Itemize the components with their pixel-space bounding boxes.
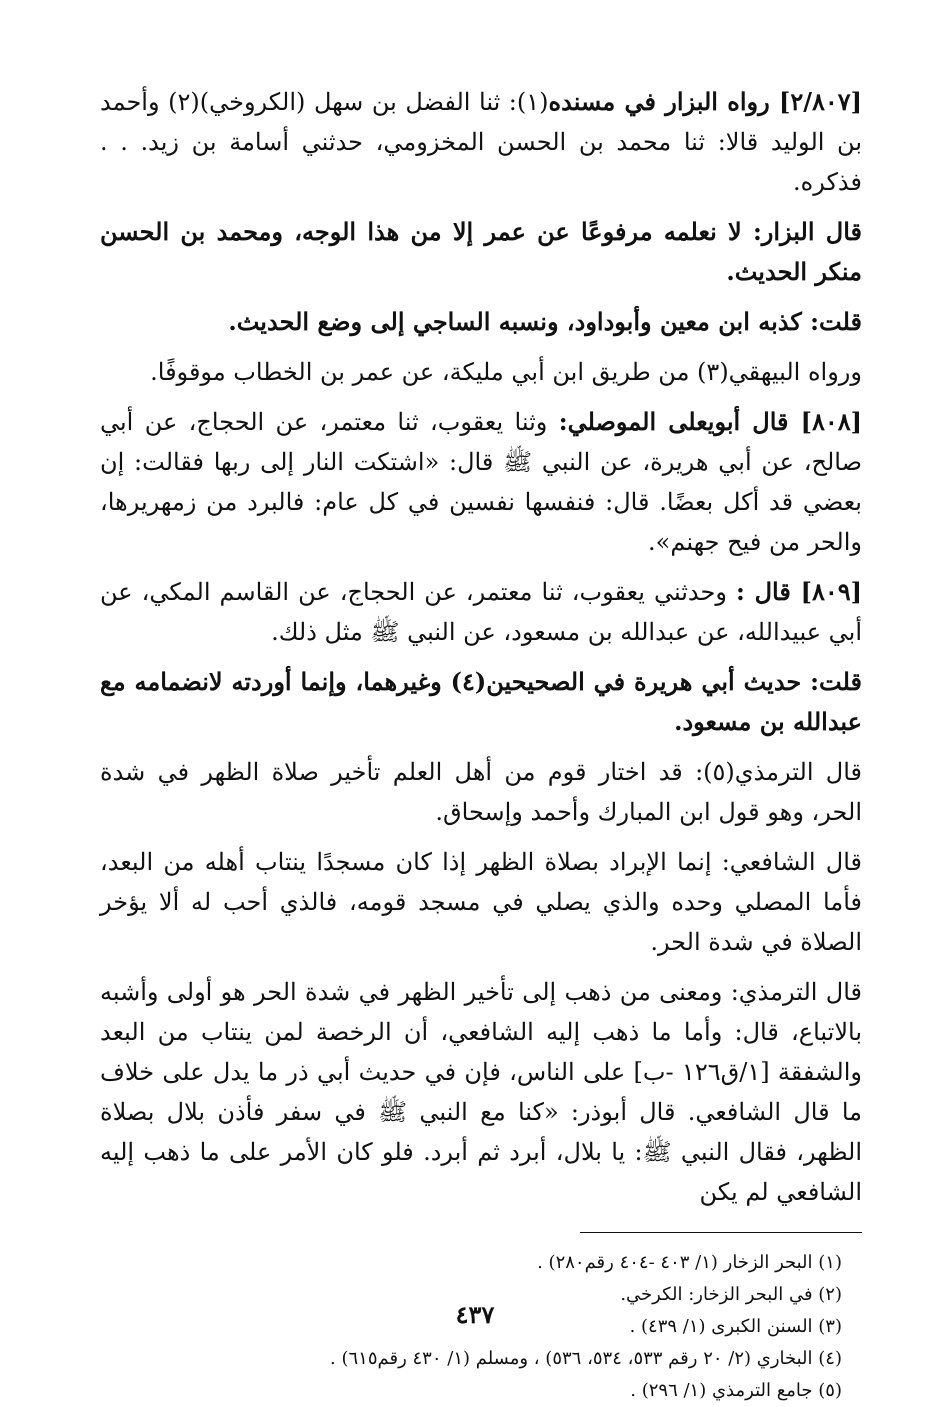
main-text (100, 82, 862, 1212)
hadith-heading: [٨٠٨] قال أبويعلى الموصلي: (558, 407, 863, 436)
paragraph-text: ورواه البيهقي(٣) من طريق ابن أبي مليكة، عن عمر بن الخطاب موقوفًا. (150, 358, 862, 386)
hadith-heading: [٨٠٩] قال : (735, 577, 862, 606)
hadith-heading: [٢/٨٠٧] رواه البزار في مسنده (548, 87, 863, 116)
paragraph-808 (100, 402, 862, 562)
paragraph-tirmidhi-2 (100, 972, 862, 1212)
footnote-1: (١) البحر الزخار (١/ ٤٠٣ -٤٠٤ رقم٢٨٠) . (537, 1252, 842, 1273)
footnote-4: (٤) البخاري (٢/ ٢٠ رقم ٥٣٣، ٥٣٤، ٥٣٦) ، ومسلم (١/ ٤٣٠ رقم٦١٥) . (330, 1348, 842, 1369)
paragraph-tirmidhi-1 (100, 752, 862, 832)
footnote-5: (٥) جامع الترمذي (١/ ٢٩٦) . (630, 1380, 842, 1401)
paragraph-text: قلت: كذبه ابن معين وأبوداود، ونسبه الساجي إلى وضع الحديث. (228, 307, 862, 336)
paragraph-text: وحدثني يعقوب، ثنا معتمر، عن الحجاج، عن القاسم المكي، عن أبي عبيدالله، عن عبدالله بن مسعود، عن النبي ﷺ مثل ذلك. (100, 578, 862, 646)
paragraph-807 (100, 82, 862, 202)
paragraph-text: وثنا يعقوب، ثنا معتمر، عن الحجاج، عن أبي صالح، عن أبي هريرة، عن النبي ﷺ قال: «اشتكت النار إلى ربها فقالت: إن بعضي قد أكل بعضًا. قال: فنفسها نفسين في كل عام: فالبرد من زمهريرها، والحر من فيح جهنم». (100, 408, 862, 556)
page-number: ٤٣٧ (455, 1300, 495, 1329)
paragraph-text: (١): ثنا الفضل بن سهل (الكروخي)(٢) وأحمد بن الوليد قالا: ثنا محمد بن الحسن المخزومي، حدثني أسامة بن زيد. . . فذكره. (100, 88, 862, 196)
paragraph-shafii (100, 842, 862, 962)
paragraph-author-note-2 (100, 662, 862, 742)
paragraph-text: قلت: حديث أبي هريرة في الصحيحين(٤) وغيرهما، وإنما أوردته لانضمامه مع عبدالله بن مسعود. (100, 667, 862, 736)
paragraph-text: قال البزار: لا نعلمه مرفوعًا عن عمر إلا من هذا الوجه، ومحمد بن الحسن منكر الحديث. (100, 217, 862, 286)
paragraph-author-note (100, 302, 862, 342)
footnote-2: (٢) في البحر الزخار: الكرخي. (620, 1284, 842, 1305)
footnote-divider (580, 1232, 862, 1233)
paragraph-text: قال الترمذي(٥): قد اختار قوم من أهل العلم تأخير صلاة الظهر في شدة الحر، وهو قول ابن المبارك وأحمد وإسحاق. (100, 758, 863, 826)
paragraph-bazzar-comment (100, 212, 862, 292)
paragraph-text: قال الشافعي: إنما الإبراد بصلاة الظهر إذا كان مسجدًا ينتاب أهله من البعد، فأما المصلي وحده والذي يصلي في مسجد قومه، فالذي أحب له ألا يؤخر الصلاة في شدة الحر. (100, 848, 862, 956)
paragraph-809 (100, 572, 862, 652)
paragraph-text: قال الترمذي: ومعنى من ذهب إلى تأخير الظهر في شدة الحر هو أولى وأشبه بالاتباع، قال: وأما ما ذهب إليه الشافعي، أن الرخصة لمن ينتاب من البعد والشفقة [١/ق١٢٦ -ب] على الناس، فإن في حديث أبي ذر ما يدل على خلاف ما قال الشافعي. قال أبوذر: «كنا مع النبي ﷺ في سفر فأذن بلال بصلاة الظهر، فقال النبي ﷺ: يا بلال، أبرد ثم أبرد. فلو كان الأمر على ما ذهب إليه الشافعي لم يكن (100, 978, 862, 1206)
footnote-3: (٣) السنن الكبرى (١/ ٤٣٩) . (629, 1316, 842, 1337)
paragraph-bayhaqi (100, 352, 862, 392)
